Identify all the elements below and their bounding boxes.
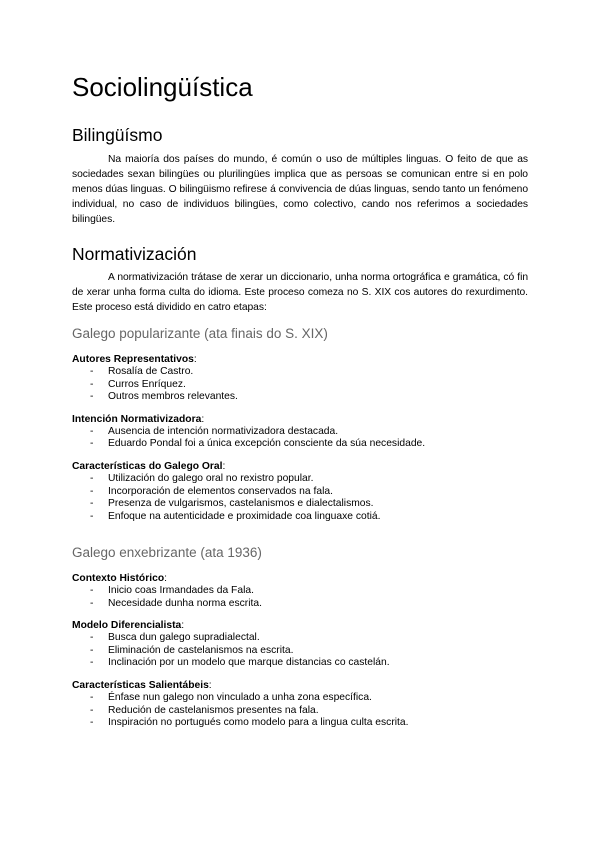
group-title: Características Salientábeis: [72,679,212,691]
dash-bullet: - [90,425,94,437]
paragraph-normativizacion: A normativización trátase de xerar un diccionario, unha norma ortográfica e gramática, có fin de xerar unha forma culta do idioma. Este proceso comeza no S. XIX cos autores do rexurdimento. Este proceso está dividido en catro etapas: [72,272,528,313]
list-item: - Inclinación por un modelo que marque distancias co castelán. [90,657,390,669]
section-normativizacion [72,243,528,315]
dash-bullet: - [90,644,94,656]
group-title: Autores Representativos: [72,354,197,365]
dash-bullet: - [90,366,94,377]
group-list [72,585,528,610]
heading-normativizacion: Normativización [72,244,197,264]
list-item: - Inspiración no portugués como modelo para a lingua culta escrita. [90,717,409,729]
list-item: - Utilización do galego oral no rexistro popular. [90,472,314,484]
list-item: - Redución de castelanismos presentes na fala. [90,704,319,716]
dash-bullet: - [90,510,94,522]
list-item: - Enfoque na autenticidade e proximidade coa linguaxe cotiá. [90,510,381,522]
section-bilinguismo [72,124,528,227]
dash-bullet: - [90,498,94,510]
dash-bullet: - [90,438,94,450]
list-item: - Necesidade dunha norma escrita. [90,597,262,609]
section-enxebrizante [72,544,528,730]
dash-bullet: - [90,378,94,390]
group-list [72,473,528,523]
list-item: - Presenza de vulgarismos, castelanismos e dialectalismos. [90,498,374,510]
section-popularizante [72,325,528,523]
list-item: - Rosalía de Castro. [90,366,194,377]
list-item: - Énfase nun galego non vinculado a unha zona específica. [90,691,372,703]
dash-bullet: - [90,472,94,484]
dash-bullet: - [90,391,94,403]
list-item: - Inicio coas Irmandades da Fala. [90,585,254,596]
group-list [72,366,528,404]
paragraph-bilinguismo: Na maioría dos países do mundo, é común o uso de múltiples linguas. O feito de que as sociedades sexan bilingües ou plurilingües implica que as persoas se comunican entre si en polo menos dúas linguas. O bilingüismo refirese á convivencia de dúas linguas, sendo tanto un fenómeno individual, no caso de individuos bilingües, como colectivo, cando nos referimos a sociedades bilingües. [72,154,528,225]
list-item: - Eliminación de castelanismos na escrita. [90,644,294,656]
dash-bullet: - [90,704,94,716]
list-item: - Outros membros relevantes. [90,391,238,403]
heading-popularizante: Galego popularizante (ata finais do S. XIX) [72,326,328,341]
group-salientabeis [72,680,528,730]
dash-bullet: - [90,597,94,609]
list-item: - Eduardo Pondal foi a única excepción consciente da súa necesidade. [90,438,426,450]
dash-bullet: - [90,691,94,703]
group-autores [72,354,528,404]
group-title: Modelo Diferencialista: [72,620,185,632]
group-title: Contexto Histórico: [72,573,167,584]
group-title: Intención Normativizadora: [72,413,205,425]
list-item: - Curros Enríquez. [90,378,186,390]
group-intencion [72,414,528,451]
heading-enxebrizante: Galego enxebrizante (ata 1936) [72,545,262,560]
group-list [72,426,528,451]
dash-bullet: - [90,585,94,596]
group-list [72,632,528,670]
group-modelo [72,620,528,670]
list-item: - Ausencia de intención normativizadora destacada. [90,425,339,437]
list-item: - Incorporación de elementos conservados na fala. [90,485,333,497]
group-caracteristicas-oral [72,461,528,523]
dash-bullet: - [90,717,94,729]
dash-bullet: - [90,632,94,644]
group-title: Características do Galego Oral: [72,460,226,472]
heading-bilinguismo: Bilingüísmo [72,125,163,145]
list-item: - Busca dun galego supradialectal. [90,632,260,644]
group-list [72,692,528,730]
group-contexto [72,573,528,610]
document-title: Sociolingüística [72,72,253,102]
dash-bullet: - [90,657,94,669]
dash-bullet: - [90,485,94,497]
